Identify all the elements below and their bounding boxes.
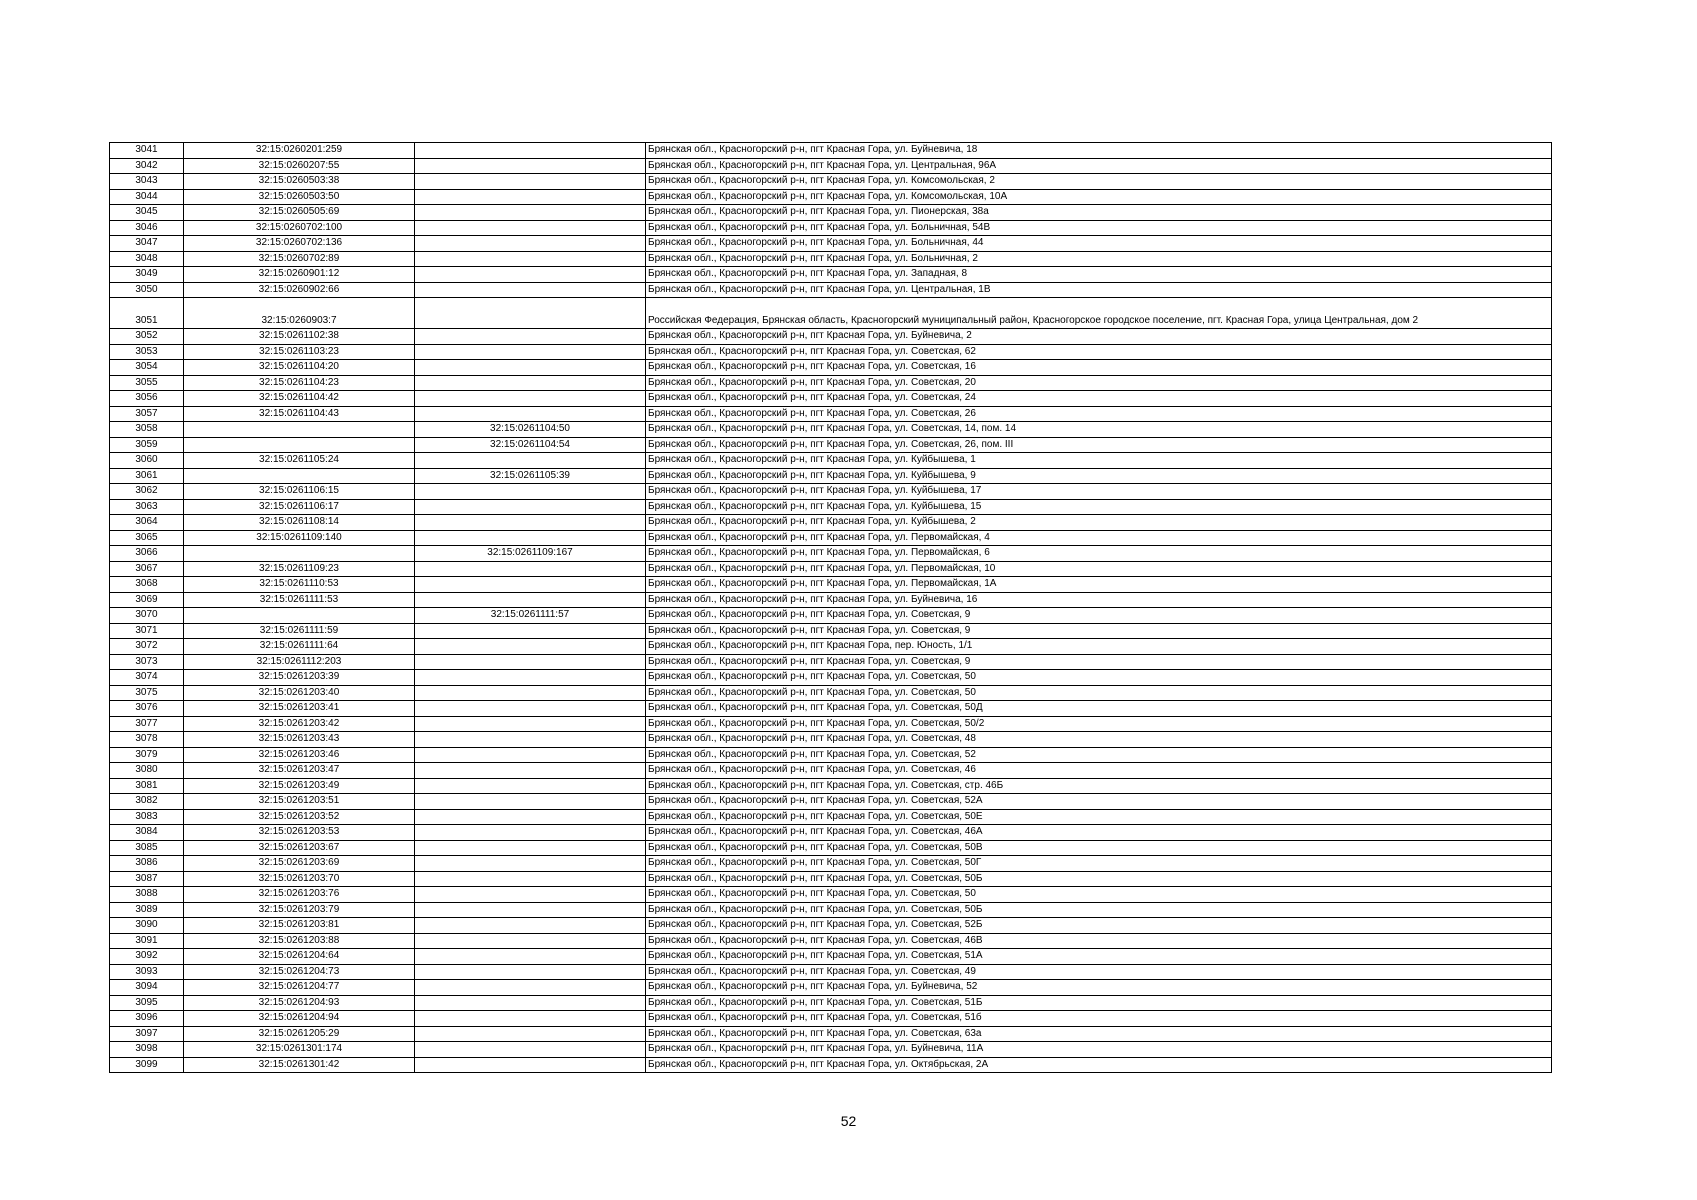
cadastral-number-cell: 32:15:0260503:50 [184,189,415,205]
premises-cadastral-number-cell: 32:15:0261104:50 [415,422,646,438]
premises-cadastral-number-cell [415,918,646,934]
row-number-cell: 3079 [110,747,184,763]
premises-cadastral-number-cell [415,1042,646,1058]
table-row [110,267,1552,283]
cadastral-number-cell: 32:15:0261102:38 [184,329,415,345]
cadastral-number-cell: 32:15:0260201:259 [184,143,415,159]
table-row [110,499,1552,515]
address-cell: Брянская обл., Красногорский р-н, пгт Красная Гора, ул. Советская, 48 [646,732,1552,748]
premises-cadastral-number-cell [415,933,646,949]
row-number-cell: 3082 [110,794,184,810]
table-row [110,1042,1552,1058]
address-cell: Брянская обл., Красногорский р-н, пгт Красная Гора, ул. Первомайская, 6 [646,546,1552,562]
row-number-cell: 3050 [110,282,184,298]
address-cell: Брянская обл., Красногорский р-н, пгт Красная Гора, ул. Больничная, 54В [646,220,1552,236]
row-number-cell: 3055 [110,375,184,391]
cadastral-number-cell: 32:15:0261203:43 [184,732,415,748]
premises-cadastral-number-cell [415,515,646,531]
table-row [110,701,1552,717]
premises-cadastral-number-cell: 32:15:0261109:167 [415,546,646,562]
premises-cadastral-number-cell [415,825,646,841]
address-cell: Брянская обл., Красногорский р-н, пгт Красная Гора, ул. Куйбышева, 9 [646,468,1552,484]
address-cell: Брянская обл., Красногорский р-н, пгт Красная Гора, ул. Больничная, 2 [646,251,1552,267]
premises-cadastral-number-cell: 32:15:0261104:54 [415,437,646,453]
address-cell: Брянская обл., Красногорский р-н, пгт Красная Гора, ул. Советская, 50 [646,887,1552,903]
address-cell: Брянская обл., Красногорский р-н, пгт Красная Гора, ул. Советская, 50Д [646,701,1552,717]
row-number-cell: 3078 [110,732,184,748]
table-row [110,716,1552,732]
address-cell: Брянская обл., Красногорский р-н, пгт Красная Гора, ул. Советская, 26 [646,406,1552,422]
cadastral-number-cell: 32:15:0261203:79 [184,902,415,918]
premises-cadastral-number-cell [415,158,646,174]
row-number-cell: 3096 [110,1011,184,1027]
address-cell: Брянская обл., Красногорский р-н, пгт Красная Гора, ул. Советская, 50Б [646,871,1552,887]
row-number-cell: 3098 [110,1042,184,1058]
address-cell: Брянская обл., Красногорский р-н, пгт Красная Гора, ул. Советская, 50Е [646,809,1552,825]
cadastral-number-cell [184,437,415,453]
row-number-cell: 3073 [110,654,184,670]
premises-cadastral-number-cell [415,174,646,190]
table-row [110,1057,1552,1073]
cadastral-number-cell: 32:15:0261104:20 [184,360,415,376]
row-number-cell: 3049 [110,267,184,283]
table-row [110,282,1552,298]
premises-cadastral-number-cell [415,670,646,686]
row-number-cell: 3084 [110,825,184,841]
row-number-cell: 3058 [110,422,184,438]
cadastral-number-cell: 32:15:0261203:40 [184,685,415,701]
row-number-cell: 3065 [110,530,184,546]
address-cell: Брянская обл., Красногорский р-н, пгт Красная Гора, ул. Пионерская, 38а [646,205,1552,221]
address-cell: Брянская обл., Красногорский р-н, пгт Красная Гора, ул. Центральная, 1В [646,282,1552,298]
address-cell: Брянская обл., Красногорский р-н, пгт Красная Гора, ул. Западная, 8 [646,267,1552,283]
row-number-cell: 3054 [110,360,184,376]
premises-cadastral-number-cell [415,1011,646,1027]
cadastral-number-cell: 32:15:0261109:140 [184,530,415,546]
premises-cadastral-number-cell: 32:15:0261105:39 [415,468,646,484]
table-row [110,375,1552,391]
row-number-cell: 3060 [110,453,184,469]
row-number-cell: 3088 [110,887,184,903]
address-cell: Брянская обл., Красногорский р-н, пгт Красная Гора, ул. Советская, 50В [646,840,1552,856]
cadastral-number-cell: 32:15:0261203:42 [184,716,415,732]
address-cell: Брянская обл., Красногорский р-н, пгт Красная Гора, ул. Советская, 51А [646,949,1552,965]
row-number-cell: 3064 [110,515,184,531]
cadastral-number-cell: 32:15:0261301:42 [184,1057,415,1073]
premises-cadastral-number-cell [415,189,646,205]
row-number-cell: 3074 [110,670,184,686]
address-cell: Брянская обл., Красногорский р-н, пгт Красная Гора, ул. Куйбышева, 17 [646,484,1552,500]
premises-cadastral-number-cell [415,794,646,810]
row-number-cell: 3069 [110,592,184,608]
premises-cadastral-number-cell [415,484,646,500]
premises-cadastral-number-cell [415,639,646,655]
premises-cadastral-number-cell [415,1057,646,1073]
row-number-cell: 3059 [110,437,184,453]
premises-cadastral-number-cell [415,143,646,159]
address-cell: Брянская обл., Красногорский р-н, пгт Красная Гора, ул. Советская, 14, пом. 14 [646,422,1552,438]
address-cell: Брянская обл., Красногорский р-н, пгт Красная Гора, ул. Советская, 52Б [646,918,1552,934]
premises-cadastral-number-cell [415,530,646,546]
row-number-cell: 3066 [110,546,184,562]
premises-cadastral-number-cell [415,499,646,515]
premises-cadastral-number-cell [415,732,646,748]
table-row [110,561,1552,577]
cadastral-number-cell: 32:15:0261301:174 [184,1042,415,1058]
row-number-cell: 3061 [110,468,184,484]
row-number-cell: 3083 [110,809,184,825]
premises-cadastral-number-cell [415,220,646,236]
row-number-cell: 3095 [110,995,184,1011]
address-cell: Брянская обл., Красногорский р-н, пгт Красная Гора, ул. Советская, стр. 46Б [646,778,1552,794]
address-cell: Брянская обл., Красногорский р-н, пгт Красная Гора, ул. Советская, 9 [646,623,1552,639]
premises-cadastral-number-cell [415,360,646,376]
row-number-cell: 3045 [110,205,184,221]
row-number-cell: 3071 [110,623,184,639]
table-row [110,964,1552,980]
table-row [110,205,1552,221]
row-number-cell: 3044 [110,189,184,205]
address-cell: Брянская обл., Красногорский р-н, пгт Красная Гора, ул. Буйневича, 52 [646,980,1552,996]
row-number-cell: 3085 [110,840,184,856]
premises-cadastral-number-cell [415,654,646,670]
address-cell: Брянская обл., Красногорский р-н, пгт Красная Гора, ул. Советская, 49 [646,964,1552,980]
row-number-cell: 3077 [110,716,184,732]
cadastral-number-cell: 32:15:0261105:24 [184,453,415,469]
cadastral-number-cell: 32:15:0260901:12 [184,267,415,283]
row-number-cell: 3072 [110,639,184,655]
table-row [110,623,1552,639]
address-cell: Брянская обл., Красногорский р-н, пгт Красная Гора, ул. Советская, 9 [646,608,1552,624]
address-cell: Брянская обл., Красногорский р-н, пгт Красная Гора, ул. Советская, 52А [646,794,1552,810]
cadastral-number-cell: 32:15:0261204:93 [184,995,415,1011]
table-row [110,995,1552,1011]
table-row [110,856,1552,872]
cadastral-number-cell: 32:15:0260503:38 [184,174,415,190]
premises-cadastral-number-cell [415,747,646,763]
row-number-cell: 3067 [110,561,184,577]
table-row [110,468,1552,484]
premises-cadastral-number-cell [415,856,646,872]
address-cell: Брянская обл., Красногорский р-н, пгт Красная Гора, ул. Советская, 46 [646,763,1552,779]
table-row [110,840,1552,856]
table-row [110,747,1552,763]
address-cell: Брянская обл., Красногорский р-н, пгт Красная Гора, ул. Советская, 50Г [646,856,1552,872]
cadastral-number-cell: 32:15:0260505:69 [184,205,415,221]
table-row [110,1011,1552,1027]
cadastral-number-cell: 32:15:0261111:53 [184,592,415,608]
cadastral-number-cell: 32:15:0260903:7 [184,298,415,329]
table-row [110,639,1552,655]
cadastral-number-cell: 32:15:0260702:89 [184,251,415,267]
row-number-cell: 3063 [110,499,184,515]
premises-cadastral-number-cell [415,329,646,345]
property-table [109,142,1552,1073]
premises-cadastral-number-cell [415,871,646,887]
premises-cadastral-number-cell [415,902,646,918]
address-cell: Брянская обл., Красногорский р-н, пгт Красная Гора, ул. Буйневича, 16 [646,592,1552,608]
address-cell: Брянская обл., Красногорский р-н, пгт Красная Гора, ул. Буйневича, 18 [646,143,1552,159]
cadastral-number-cell: 32:15:0261112:203 [184,654,415,670]
address-cell: Брянская обл., Красногорский р-н, пгт Красная Гора, ул. Первомайская, 1А [646,577,1552,593]
premises-cadastral-number-cell [415,1026,646,1042]
table-row [110,809,1552,825]
cadastral-number-cell: 32:15:0261203:81 [184,918,415,934]
address-cell: Брянская обл., Красногорский р-н, пгт Красная Гора, ул. Первомайская, 4 [646,530,1552,546]
address-cell: Брянская обл., Красногорский р-н, пгт Красная Гора, ул. Советская, 9 [646,654,1552,670]
cadastral-number-cell: 32:15:0261203:70 [184,871,415,887]
table-row [110,887,1552,903]
premises-cadastral-number-cell [415,763,646,779]
cadastral-number-cell: 32:15:0261110:53 [184,577,415,593]
address-cell: Брянская обл., Красногорский р-н, пгт Красная Гора, ул. Советская, 50Б [646,902,1552,918]
premises-cadastral-number-cell [415,561,646,577]
table-row [110,515,1552,531]
table-row [110,918,1552,934]
table-row [110,825,1552,841]
premises-cadastral-number-cell [415,236,646,252]
table-row [110,174,1552,190]
table-row [110,732,1552,748]
premises-cadastral-number-cell [415,391,646,407]
address-cell: Брянская обл., Красногорский р-н, пгт Красная Гора, ул. Буйневича, 11А [646,1042,1552,1058]
cadastral-number-cell: 32:15:0261109:23 [184,561,415,577]
address-cell: Брянская обл., Красногорский р-н, пгт Красная Гора, ул. Октябрьская, 2А [646,1057,1552,1073]
premises-cadastral-number-cell [415,778,646,794]
cadastral-number-cell: 32:15:0261111:64 [184,639,415,655]
table-row [110,422,1552,438]
premises-cadastral-number-cell [415,267,646,283]
cadastral-number-cell: 32:15:0260702:100 [184,220,415,236]
premises-cadastral-number-cell [415,453,646,469]
row-number-cell: 3051 [110,298,184,329]
premises-cadastral-number-cell [415,406,646,422]
table-row [110,360,1552,376]
premises-cadastral-number-cell [415,623,646,639]
cadastral-number-cell: 32:15:0261103:23 [184,344,415,360]
row-number-cell: 3075 [110,685,184,701]
premises-cadastral-number-cell [415,995,646,1011]
premises-cadastral-number-cell [415,949,646,965]
row-number-cell: 3046 [110,220,184,236]
table-row [110,778,1552,794]
row-number-cell: 3097 [110,1026,184,1042]
table-row [110,577,1552,593]
row-number-cell: 3092 [110,949,184,965]
premises-cadastral-number-cell [415,887,646,903]
table-row [110,158,1552,174]
page-number: 52 [840,1113,857,1129]
table-row [110,298,1552,329]
premises-cadastral-number-cell [415,964,646,980]
table-row [110,949,1552,965]
address-cell: Брянская обл., Красногорский р-н, пгт Красная Гора, ул. Советская, 46А [646,825,1552,841]
premises-cadastral-number-cell [415,980,646,996]
premises-cadastral-number-cell [415,298,646,329]
row-number-cell: 3090 [110,918,184,934]
address-cell: Брянская обл., Красногорский р-н, пгт Красная Гора, ул. Советская, 16 [646,360,1552,376]
row-number-cell: 3056 [110,391,184,407]
row-number-cell: 3094 [110,980,184,996]
address-cell: Брянская обл., Красногорский р-н, пгт Красная Гора, пер. Юность, 1/1 [646,639,1552,655]
row-number-cell: 3048 [110,251,184,267]
table-row [110,189,1552,205]
table-row [110,608,1552,624]
table-row [110,763,1552,779]
address-cell: Брянская обл., Красногорский р-н, пгт Красная Гора, ул. Советская, 51б [646,1011,1552,1027]
table-row [110,670,1552,686]
cadastral-number-cell: 32:15:0260207:55 [184,158,415,174]
row-number-cell: 3057 [110,406,184,422]
table-row [110,143,1552,159]
premises-cadastral-number-cell [415,344,646,360]
row-number-cell: 3089 [110,902,184,918]
address-cell: Брянская обл., Красногорский р-н, пгт Красная Гора, ул. Куйбышева, 2 [646,515,1552,531]
cadastral-number-cell: 32:15:0261106:17 [184,499,415,515]
cadastral-number-cell [184,422,415,438]
row-number-cell: 3047 [110,236,184,252]
row-number-cell: 3087 [110,871,184,887]
address-cell: Брянская обл., Красногорский р-н, пгт Красная Гора, ул. Куйбышева, 1 [646,453,1552,469]
row-number-cell: 3053 [110,344,184,360]
table-row [110,251,1552,267]
premises-cadastral-number-cell [415,282,646,298]
property-table-body [110,143,1552,1073]
address-cell: Брянская обл., Красногорский р-н, пгт Красная Гора, ул. Советская, 20 [646,375,1552,391]
address-cell: Брянская обл., Красногорский р-н, пгт Красная Гора, ул. Советская, 63а [646,1026,1552,1042]
cadastral-number-cell: 32:15:0261106:15 [184,484,415,500]
cadastral-number-cell: 32:15:0261205:29 [184,1026,415,1042]
address-cell: Брянская обл., Красногорский р-н, пгт Красная Гора, ул. Советская, 50 [646,685,1552,701]
table-row [110,902,1552,918]
table-row [110,794,1552,810]
table-row [110,685,1552,701]
cadastral-number-cell: 32:15:0261203:53 [184,825,415,841]
row-number-cell: 3080 [110,763,184,779]
cadastral-number-cell: 32:15:0261204:73 [184,964,415,980]
row-number-cell: 3070 [110,608,184,624]
address-cell: Брянская обл., Красногорский р-н, пгт Красная Гора, ул. Советская, 24 [646,391,1552,407]
cadastral-number-cell: 32:15:0261203:51 [184,794,415,810]
address-cell: Брянская обл., Красногорский р-н, пгт Красная Гора, ул. Советская, 50/2 [646,716,1552,732]
address-cell: Брянская обл., Красногорский р-н, пгт Красная Гора, ул. Первомайская, 10 [646,561,1552,577]
table-row [110,484,1552,500]
address-cell: Российская Федерация, Брянская область, Красногорский муниципальный район, Красногорское городское поселение, пгт. Красная Гора, улица Центральная, дом 2 [646,298,1552,329]
table-row [110,546,1552,562]
premises-cadastral-number-cell [415,701,646,717]
cadastral-number-cell: 32:15:0261203:88 [184,933,415,949]
cadastral-number-cell: 32:15:0261204:77 [184,980,415,996]
row-number-cell: 3099 [110,1057,184,1073]
cadastral-number-cell: 32:15:0261203:49 [184,778,415,794]
address-cell: Брянская обл., Красногорский р-н, пгт Красная Гора, ул. Больничная, 44 [646,236,1552,252]
cadastral-number-cell: 32:15:0261104:43 [184,406,415,422]
cadastral-number-cell: 32:15:0261204:94 [184,1011,415,1027]
table-row [110,530,1552,546]
row-number-cell: 3068 [110,577,184,593]
address-cell: Брянская обл., Красногорский р-н, пгт Красная Гора, ул. Советская, 51Б [646,995,1552,1011]
premises-cadastral-number-cell [415,375,646,391]
address-cell: Брянская обл., Красногорский р-н, пгт Красная Гора, ул. Буйневича, 2 [646,329,1552,345]
cadastral-number-cell: 32:15:0261203:41 [184,701,415,717]
premises-cadastral-number-cell [415,840,646,856]
table-row [110,1026,1552,1042]
cadastral-number-cell [184,608,415,624]
row-number-cell: 3043 [110,174,184,190]
cadastral-number-cell: 32:15:0261203:76 [184,887,415,903]
premises-cadastral-number-cell [415,716,646,732]
row-number-cell: 3086 [110,856,184,872]
premises-cadastral-number-cell [415,809,646,825]
table-row [110,344,1552,360]
address-cell: Брянская обл., Красногорский р-н, пгт Красная Гора, ул. Советская, 46В [646,933,1552,949]
table-row [110,236,1552,252]
cadastral-number-cell [184,468,415,484]
table-row [110,391,1552,407]
row-number-cell: 3062 [110,484,184,500]
table-row [110,220,1552,236]
row-number-cell: 3081 [110,778,184,794]
address-cell: Брянская обл., Красногорский р-н, пгт Красная Гора, ул. Советская, 50 [646,670,1552,686]
row-number-cell: 3093 [110,964,184,980]
table-row [110,980,1552,996]
address-cell: Брянская обл., Красногорский р-н, пгт Красная Гора, ул. Комсомольская, 2 [646,174,1552,190]
address-cell: Брянская обл., Красногорский р-н, пгт Красная Гора, ул. Советская, 26, пом. III [646,437,1552,453]
premises-cadastral-number-cell [415,592,646,608]
address-cell: Брянская обл., Красногорский р-н, пгт Красная Гора, ул. Советская, 62 [646,344,1552,360]
cadastral-number-cell: 32:15:0261204:64 [184,949,415,965]
cadastral-number-cell: 32:15:0261203:67 [184,840,415,856]
premises-cadastral-number-cell [415,685,646,701]
row-number-cell: 3041 [110,143,184,159]
cadastral-number-cell: 32:15:0261111:59 [184,623,415,639]
address-cell: Брянская обл., Красногорский р-н, пгт Красная Гора, ул. Советская, 52 [646,747,1552,763]
address-cell: Брянская обл., Красногорский р-н, пгт Красная Гора, ул. Комсомольская, 10А [646,189,1552,205]
cadastral-number-cell: 32:15:0260702:136 [184,236,415,252]
cadastral-number-cell [184,546,415,562]
row-number-cell: 3052 [110,329,184,345]
cadastral-number-cell: 32:15:0261108:14 [184,515,415,531]
cadastral-number-cell: 32:15:0261203:52 [184,809,415,825]
premises-cadastral-number-cell [415,577,646,593]
row-number-cell: 3076 [110,701,184,717]
table-row [110,654,1552,670]
row-number-cell: 3042 [110,158,184,174]
cadastral-number-cell: 32:15:0261203:46 [184,747,415,763]
cadastral-number-cell: 32:15:0261203:47 [184,763,415,779]
table-row [110,592,1552,608]
address-cell: Брянская обл., Красногорский р-н, пгт Красная Гора, ул. Центральная, 96А [646,158,1552,174]
table-row [110,453,1552,469]
premises-cadastral-number-cell: 32:15:0261111:57 [415,608,646,624]
cadastral-number-cell: 32:15:0260902:66 [184,282,415,298]
table-row [110,329,1552,345]
premises-cadastral-number-cell [415,251,646,267]
cadastral-number-cell: 32:15:0261104:23 [184,375,415,391]
cadastral-number-cell: 32:15:0261203:69 [184,856,415,872]
table-row [110,406,1552,422]
table-row [110,437,1552,453]
table-row [110,871,1552,887]
address-cell: Брянская обл., Красногорский р-н, пгт Красная Гора, ул. Куйбышева, 15 [646,499,1552,515]
premises-cadastral-number-cell [415,205,646,221]
cadastral-number-cell: 32:15:0261104:42 [184,391,415,407]
cadastral-number-cell: 32:15:0261203:39 [184,670,415,686]
table-row [110,933,1552,949]
row-number-cell: 3091 [110,933,184,949]
